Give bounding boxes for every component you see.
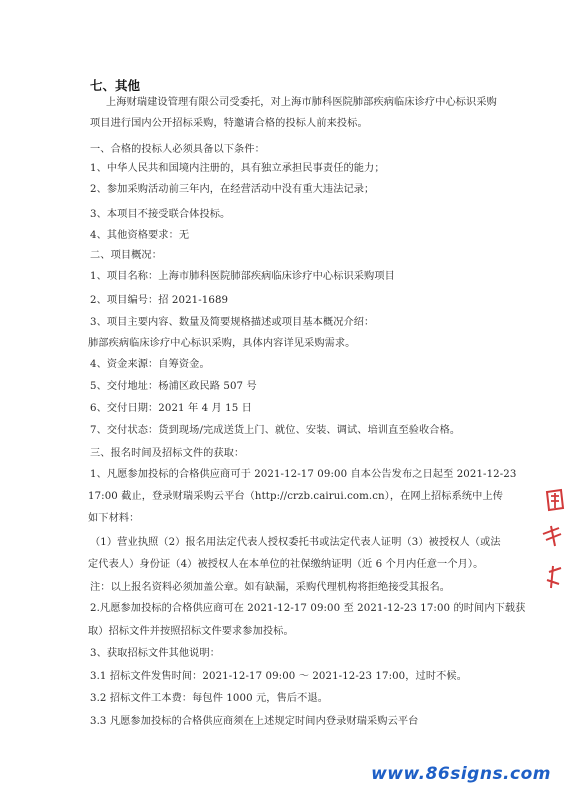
red-seal-stamp: [537, 488, 565, 598]
text-line: 6、交付日期：2021 年 4 月 15 日: [90, 403, 252, 414]
text-line: 肺部疾病临床诊疗中心标识采购，具体内容详见采购需求。: [88, 338, 356, 349]
text-line: 4、其他资格要求：无: [90, 230, 190, 241]
text-line: 3、获取招标文件其他说明：: [90, 648, 221, 659]
text-line: 如下材料：: [88, 513, 140, 524]
text-line: 7、交付状态：货到现场/完成送货上门、就位、安装、调试、培训直至验收合格。: [90, 425, 461, 436]
text-line: 3.2 招标文件工本费：每包件 1000 元，售后不退。: [90, 693, 329, 704]
text-line: 17:00 截止，登录财瑞采购云平台（http://crzb.cairui.com.cn），在网上招标系统中上传: [88, 491, 504, 502]
section-title: 七、其他: [90, 78, 141, 93]
text-line: 3.1 招标文件发售时间：2021-12-17 09:00 ～ 2021-12-23 17:00，过时不候。: [90, 671, 467, 682]
text-line: 1、凡愿参加投标的合格供应商可于 2021-12-17 09:00 自本公告发布之日起至 2021-12-23: [90, 469, 517, 480]
text-line: 1、项目名称：上海市肺科医院肺部疾病临床诊疗中心标识采购项目: [90, 271, 395, 282]
text-line: 上海财瑞建设管理有限公司受委托，对上海市肺科医院肺部疾病临床诊疗中心标识采购: [106, 97, 497, 108]
text-line: 3、项目主要内容、数量及简要规格描述或项目基本概况介绍：: [90, 317, 375, 328]
text-line: 定代表人）身份证（4）被授权人在本单位的社保缴纳证明（近 6 个月内任意一个月）。: [88, 559, 484, 570]
text-line: 三、报名时间及招标文件的获取：: [90, 448, 245, 459]
text-line: 2、项目编号：招 2021-1689: [90, 295, 229, 306]
text-line: 1、中华人民共和国境内注册的，具有独立承担民事责任的能力；: [90, 163, 385, 174]
text-line: 取）招标文件并按照招标文件要求参加投标。: [88, 626, 294, 637]
text-line: 2、参加采购活动前三年内，在经营活动中没有重大违法记录；: [90, 184, 375, 195]
text-line: 注：以上报名资料必须加盖公章。如有缺漏，采购代理机构将拒绝接受其报名。: [90, 582, 451, 593]
site-watermark: www.86signs.com: [371, 764, 551, 784]
text-line: 4、资金来源：自筹资金。: [90, 359, 210, 370]
text-line: 3.3 凡愿参加投标的合格供应商须在上述规定时间内登录财瑞采购云平台: [90, 716, 419, 727]
text-line: 5、交付地址：杨浦区政民路 507 号: [90, 381, 257, 392]
text-line: 3、本项目不接受联合体投标。: [90, 209, 231, 220]
text-line: 项目进行国内公开招标采购，特邀请合格的投标人前来投标。: [90, 118, 368, 129]
text-line: 一、合格的投标人必须具备以下条件：: [90, 144, 265, 155]
text-line: 二、项目概况：: [90, 250, 163, 261]
text-line: 2.凡愿参加投标的合格供应商可在 2021-12-17 09:00 至 2021-12-23 17:00 的时间内下载获: [90, 603, 526, 614]
text-line: （1）营业执照（2）报名用法定代表人授权委托书或法定代表人证明（3）被授权人（或法: [90, 537, 501, 548]
